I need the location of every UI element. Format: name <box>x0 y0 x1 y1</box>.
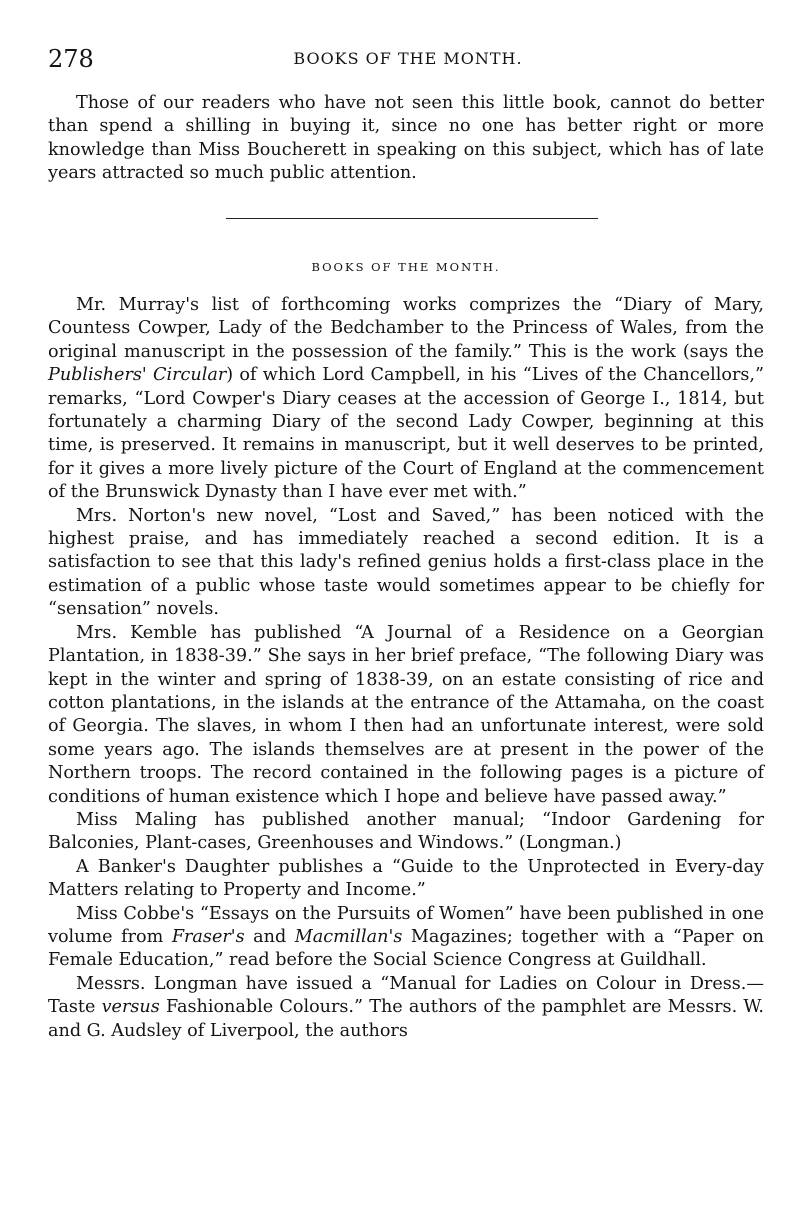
italic-title: Fraser's <box>171 926 245 947</box>
paragraph-text: Miss Cobbe's “Essays on the Pursuits of Women” have been published in one volume from <box>48 903 764 947</box>
paragraph-norton: Mrs. Norton's new novel, “Lost and Saved,” has been noticed with the highest praise, and has immediately reached a second edition. It is a satisfaction to see that this lady's refined genius holds a first-class place in the estimation of a public whose taste would sometimes appear to be chiefly for “sensation” novels. <box>48 505 764 620</box>
page-number: 278 <box>48 45 94 73</box>
paragraph-text: Mr. Murray's list of forthcoming works comprizes the “Diary of Mary, Countess Cowper, Lady of the Bedchamber to the Princess of Wales, from the original manuscript in the possession of the family.” This is the work (says the <box>48 295 764 362</box>
main-article <box>48 294 764 1043</box>
paragraph-text: Fashionable Colours.” The authors of the pamphlet are Messrs. W. and G. Audsley of Liverpool, the authors <box>48 997 764 1041</box>
paragraph-banker: A Banker's Daughter publishes a “Guide to the Unprotected in Every-day Matters relating to Property and Income.” <box>48 856 764 901</box>
paragraph-maling: Miss Maling has published another manual; “Indoor Gardening for Balconies, Plant-cases, Greenhouses and Windows.” (Longman.) <box>48 809 764 854</box>
running-head <box>48 44 768 74</box>
paragraph-kemble: Mrs. Kemble has published “A Journal of a Residence on a Georgian Plantation, in 1838-39.” She says in her brief preface, “The following Diary was kept in the winter and spring of 1838-39, on an estate consisting of rice and cotton plantations, in the islands at the entrance of the Attamaha, on the coast of Georgia. The slaves, in whom I then had an unfortunate interest, were sold some years ago. The islands themselves are at present in the power of the Northern troops. The record contained in the following pages is a picture of conditions of human existence which I hope and believe have passed away.” <box>48 622 764 807</box>
paragraph-text: ) of which Lord Campbell, in his “Lives of the Chancellors,” remarks, “Lord Cowper's Diary ceases at the accession of George I., 1814, but fortunately a charming Diary of the second Lady Cowper, beginning at this time, is preserved. It remains in manuscript, but it well deserves to be printed, for it gives a more lively picture of the Court of England at the commencement of the Brunswick Dynasty than I have ever met with.” <box>48 365 764 503</box>
intro-paragraph: Those of our readers who have not seen this little book, cannot do better than spend a shilling in buying it, since no one has better right or more knowledge than Miss Boucherett in speaking on this subject, which has of late years attracted so much public attention. <box>48 93 764 184</box>
italic-word: versus <box>101 997 160 1018</box>
running-title: BOOKS OF THE MONTH. <box>293 49 523 68</box>
italic-title: Publishers' Circular <box>48 365 227 386</box>
section-divider <box>226 218 598 219</box>
paragraph-text: Messrs. Longman have issued a “Manual for Ladies on Colour in Dress.—Taste <box>48 973 764 1018</box>
paragraph-longman <box>48 973 764 1043</box>
intro-section <box>48 92 764 186</box>
italic-title: Macmillan's <box>294 926 403 947</box>
paragraph-murray <box>48 294 764 505</box>
paragraph-text: and <box>244 926 295 947</box>
paragraph-cobbe <box>48 903 764 973</box>
paragraph-text: Magazines; together with a “Paper on Female Education,” read before the Social Science Congress at Guildhall. <box>48 926 764 971</box>
section-title: BOOKS OF THE MONTH. <box>311 260 501 274</box>
